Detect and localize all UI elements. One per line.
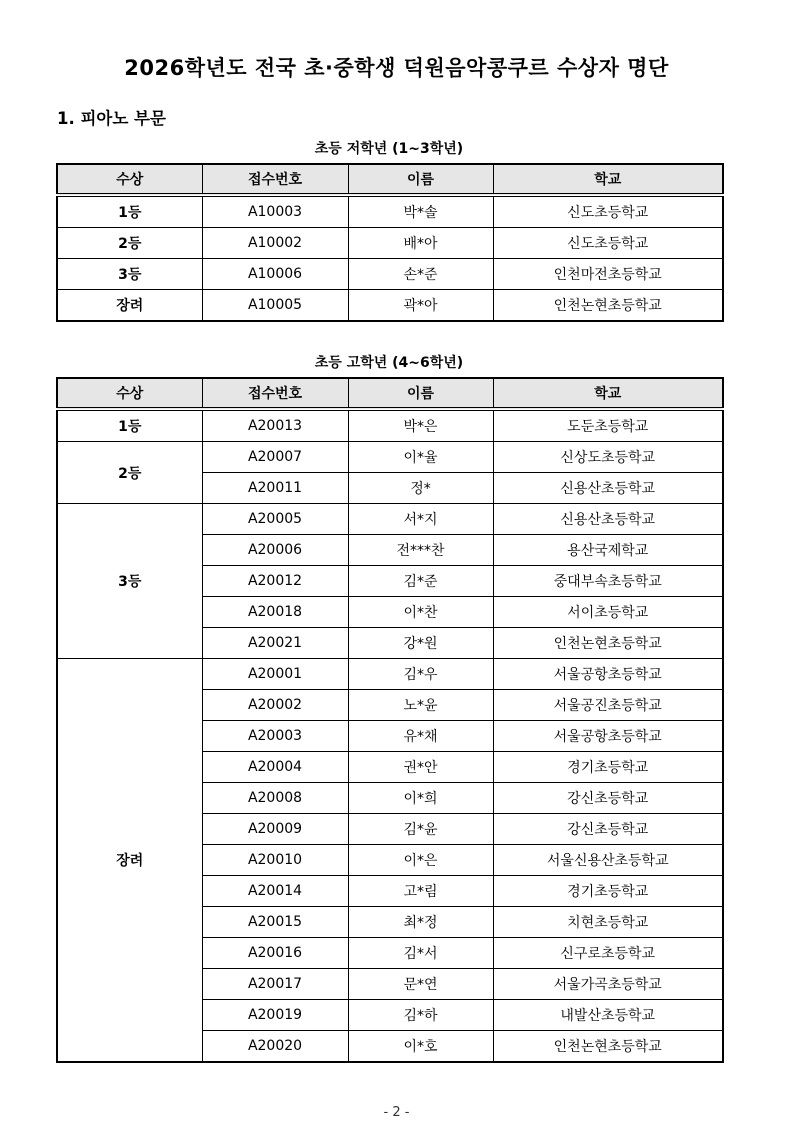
school-cell: 용산국제학교	[493, 535, 723, 566]
name-cell: 권*안	[348, 752, 493, 783]
entry-number-cell: A20016	[202, 938, 348, 969]
entry-number-cell: A10002	[202, 228, 348, 259]
name-cell: 김*우	[348, 659, 493, 690]
name-cell: 문*연	[348, 969, 493, 1000]
table-row	[57, 409, 723, 442]
school-cell: 서울공진초등학교	[493, 690, 723, 721]
school-cell: 신도초등학교	[493, 228, 723, 259]
header-award: 수상	[57, 164, 202, 195]
entry-number-cell: A20020	[202, 1031, 348, 1063]
entry-number-cell: A10005	[202, 290, 348, 322]
entry-number-cell: A20018	[202, 597, 348, 628]
entry-number-cell: A20001	[202, 659, 348, 690]
entry-number-cell: A20021	[202, 628, 348, 659]
name-cell: 김*윤	[348, 814, 493, 845]
award-cell: 1등	[57, 195, 202, 228]
award-cell: 3등	[57, 259, 202, 290]
entry-number-cell: A20017	[202, 969, 348, 1000]
school-cell: 경기초등학교	[493, 752, 723, 783]
school-cell: 강신초등학교	[493, 814, 723, 845]
header-award: 수상	[57, 378, 202, 409]
table-row	[57, 195, 723, 228]
entry-number-cell: A20009	[202, 814, 348, 845]
school-cell: 내발산초등학교	[493, 1000, 723, 1031]
entry-number-cell: A10003	[202, 195, 348, 228]
school-cell: 신구로초등학교	[493, 938, 723, 969]
school-cell: 신용산초등학교	[493, 473, 723, 504]
header-name: 이름	[348, 164, 493, 195]
entry-number-cell: A20005	[202, 504, 348, 535]
page-title: 2026학년도 전국 초·중학생 덕원음악콩쿠르 수상자 명단	[124, 56, 669, 80]
name-cell: 유*채	[348, 721, 493, 752]
school-cell: 치현초등학교	[493, 907, 723, 938]
entry-number-cell: A20019	[202, 1000, 348, 1031]
award-cell: 2등	[57, 442, 202, 504]
entry-number-cell: A20014	[202, 876, 348, 907]
entry-number-cell: A20002	[202, 690, 348, 721]
school-cell: 서울공항초등학교	[493, 659, 723, 690]
entry-number-cell: A20003	[202, 721, 348, 752]
header-school: 학교	[493, 164, 723, 195]
award-table-upper-grades	[56, 377, 724, 1063]
section-title: 1. 피아노 부문	[57, 109, 166, 128]
name-cell: 김*준	[348, 566, 493, 597]
table-caption-upper-grades: 초등 고학년 (4~6학년)	[314, 355, 464, 371]
name-cell: 김*하	[348, 1000, 493, 1031]
entry-number-cell: A20015	[202, 907, 348, 938]
name-cell: 전***찬	[348, 535, 493, 566]
entry-number-cell: A20011	[202, 473, 348, 504]
entry-number-cell: A20013	[202, 409, 348, 442]
school-cell: 인천논현초등학교	[493, 290, 723, 322]
header-name: 이름	[348, 378, 493, 409]
name-cell: 노*윤	[348, 690, 493, 721]
award-cell: 장려	[57, 659, 202, 1063]
name-cell: 곽*아	[348, 290, 493, 322]
entry-number-cell: A20008	[202, 783, 348, 814]
name-cell: 정*	[348, 473, 493, 504]
school-cell: 도둔초등학교	[493, 409, 723, 442]
name-cell: 이*율	[348, 442, 493, 473]
table-header-row	[57, 378, 723, 409]
school-cell: 서울신용산초등학교	[493, 845, 723, 876]
table-row	[57, 442, 723, 473]
name-cell: 이*호	[348, 1031, 493, 1063]
header-school: 학교	[493, 378, 723, 409]
page-number: - 2 -	[383, 1105, 410, 1120]
name-cell: 박*은	[348, 409, 493, 442]
name-cell: 김*서	[348, 938, 493, 969]
award-cell: 2등	[57, 228, 202, 259]
school-cell: 신상도초등학교	[493, 442, 723, 473]
entry-number-cell: A20012	[202, 566, 348, 597]
entry-number-cell: A20007	[202, 442, 348, 473]
table-row	[57, 259, 723, 290]
award-table-lower-grades	[56, 163, 724, 322]
name-cell: 강*원	[348, 628, 493, 659]
name-cell: 손*준	[348, 259, 493, 290]
header-entry-number: 접수번호	[202, 378, 348, 409]
school-cell: 서이초등학교	[493, 597, 723, 628]
school-cell: 강신초등학교	[493, 783, 723, 814]
name-cell: 이*찬	[348, 597, 493, 628]
school-cell: 경기초등학교	[493, 876, 723, 907]
name-cell: 고*림	[348, 876, 493, 907]
school-cell: 신용산초등학교	[493, 504, 723, 535]
name-cell: 박*솔	[348, 195, 493, 228]
school-cell: 신도초등학교	[493, 195, 723, 228]
entry-number-cell: A20010	[202, 845, 348, 876]
school-cell: 인천마전초등학교	[493, 259, 723, 290]
table-caption-lower-grades: 초등 저학년 (1~3학년)	[314, 141, 464, 157]
table-header-row	[57, 164, 723, 195]
school-cell: 인천논현초등학교	[493, 1031, 723, 1063]
award-cell: 1등	[57, 409, 202, 442]
table-row	[57, 290, 723, 322]
table-row	[57, 659, 723, 690]
name-cell: 최*정	[348, 907, 493, 938]
table-row	[57, 228, 723, 259]
award-cell: 3등	[57, 504, 202, 659]
name-cell: 배*아	[348, 228, 493, 259]
name-cell: 이*희	[348, 783, 493, 814]
name-cell: 서*지	[348, 504, 493, 535]
name-cell: 이*은	[348, 845, 493, 876]
entry-number-cell: A20006	[202, 535, 348, 566]
school-cell: 서울가곡초등학교	[493, 969, 723, 1000]
table-row	[57, 504, 723, 535]
header-entry-number: 접수번호	[202, 164, 348, 195]
school-cell: 중대부속초등학교	[493, 566, 723, 597]
school-cell: 인천논현초등학교	[493, 628, 723, 659]
entry-number-cell: A10006	[202, 259, 348, 290]
school-cell: 서울공항초등학교	[493, 721, 723, 752]
entry-number-cell: A20004	[202, 752, 348, 783]
award-cell: 장려	[57, 290, 202, 322]
